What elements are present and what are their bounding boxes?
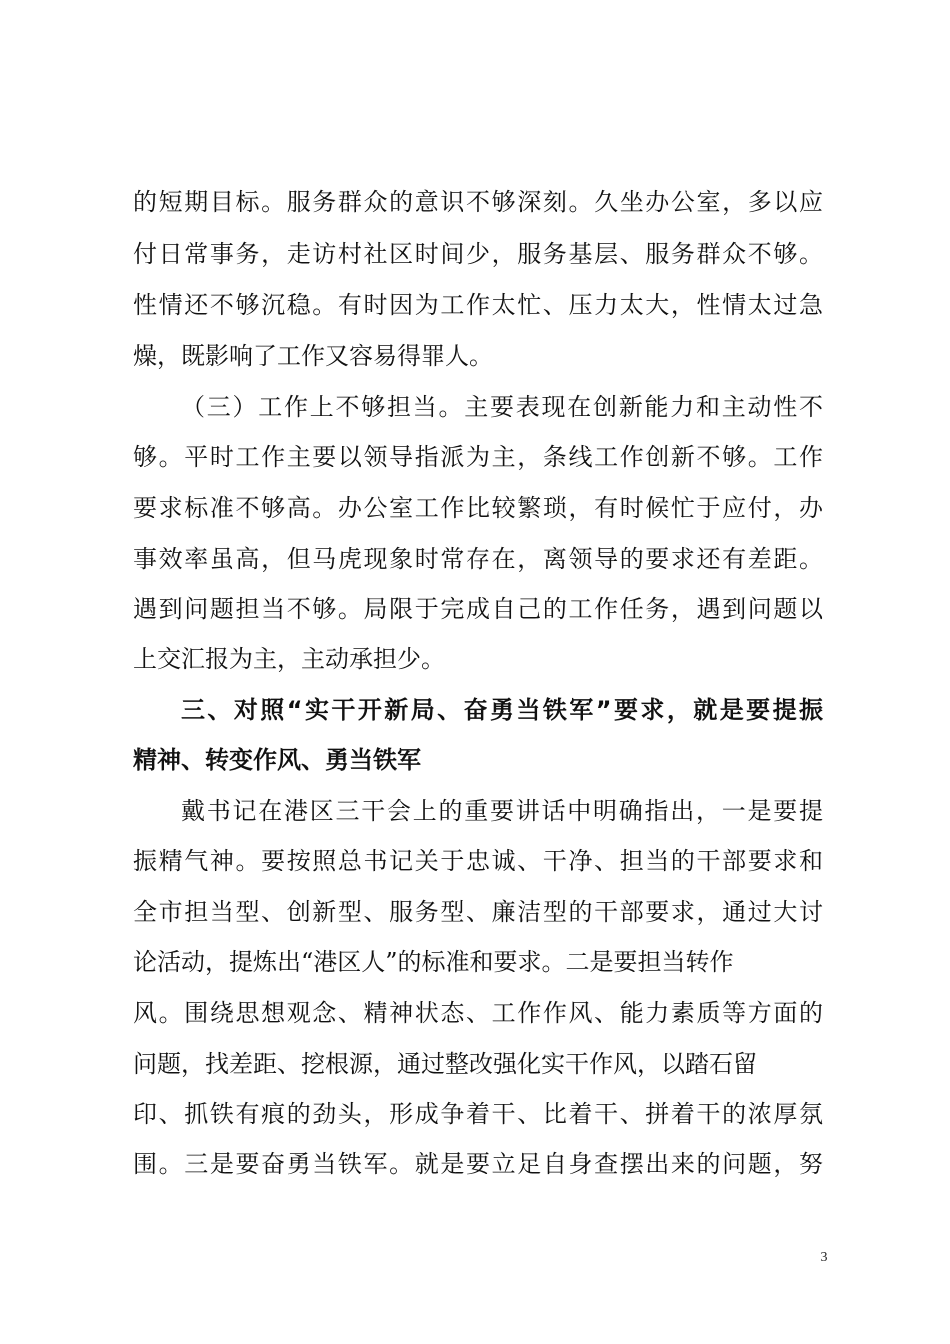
text-line-13: 戴书记在港区三干会上的重要讲话中明确指出，一是要提 [181, 797, 823, 825]
text-line-18: 问题，找差距、挖根源，通过整改强化实干作风，以踏石留 [133, 1050, 757, 1078]
text-line-14: 振精气神。要按照总书记关于忠诚、干净、担当的干部要求和 [133, 847, 823, 875]
text-line-10: 上交汇报为主，主动承担少。 [133, 645, 445, 673]
text-line-16: 论活动，提炼出“港区人”的标准和要求。二是要担当转作 [133, 948, 734, 976]
text-line-8: 事效率虽高，但马虎现象时常存在，离领导的要求还有差距。 [133, 545, 823, 573]
page-number: 3 [820, 1250, 828, 1265]
text-line-19: 印、抓铁有痕的劲头，形成争着干、比着干、拼着干的浓厚氛 [133, 1100, 823, 1128]
text-line-15: 全市担当型、创新型、服务型、廉洁型的干部要求，通过大讨 [133, 898, 823, 926]
text-line-5: （三）工作上不够担当。主要表现在创新能力和主动性不 [181, 393, 823, 421]
section-heading-line-1: 三、对照“实干开新局、奋勇当铁军”要求，就是要提振 [181, 696, 823, 724]
text-line-6: 够。平时工作主要以领导指派为主，条线工作创新不够。工作 [133, 443, 823, 471]
text-line-2: 付日常事务，走访村社区时间少，服务基层、服务群众不够。 [133, 240, 823, 268]
text-line-9: 遇到问题担当不够。局限于完成自己的工作任务，遇到问题以 [133, 595, 823, 623]
text-line-1: 的短期目标。服务群众的意识不够深刻。久坐办公室，多以应 [133, 188, 823, 216]
text-line-4: 燥，既影响了工作又容易得罪人。 [133, 342, 493, 370]
text-line-20: 围。三是要奋勇当铁军。就是要立足自身查摆出来的问题，努 [133, 1150, 823, 1178]
section-heading-line-2: 精神、转变作风、勇当铁军 [133, 746, 421, 774]
text-line-7: 要求标准不够高。办公室工作比较繁琐，有时候忙于应付，办 [133, 494, 823, 522]
text-line-17: 风。围绕思想观念、精神状态、工作作风、能力素质等方面的 [133, 999, 823, 1027]
text-line-3: 性情还不够沉稳。有时因为工作太忙、压力太大，性情太过急 [133, 291, 823, 319]
